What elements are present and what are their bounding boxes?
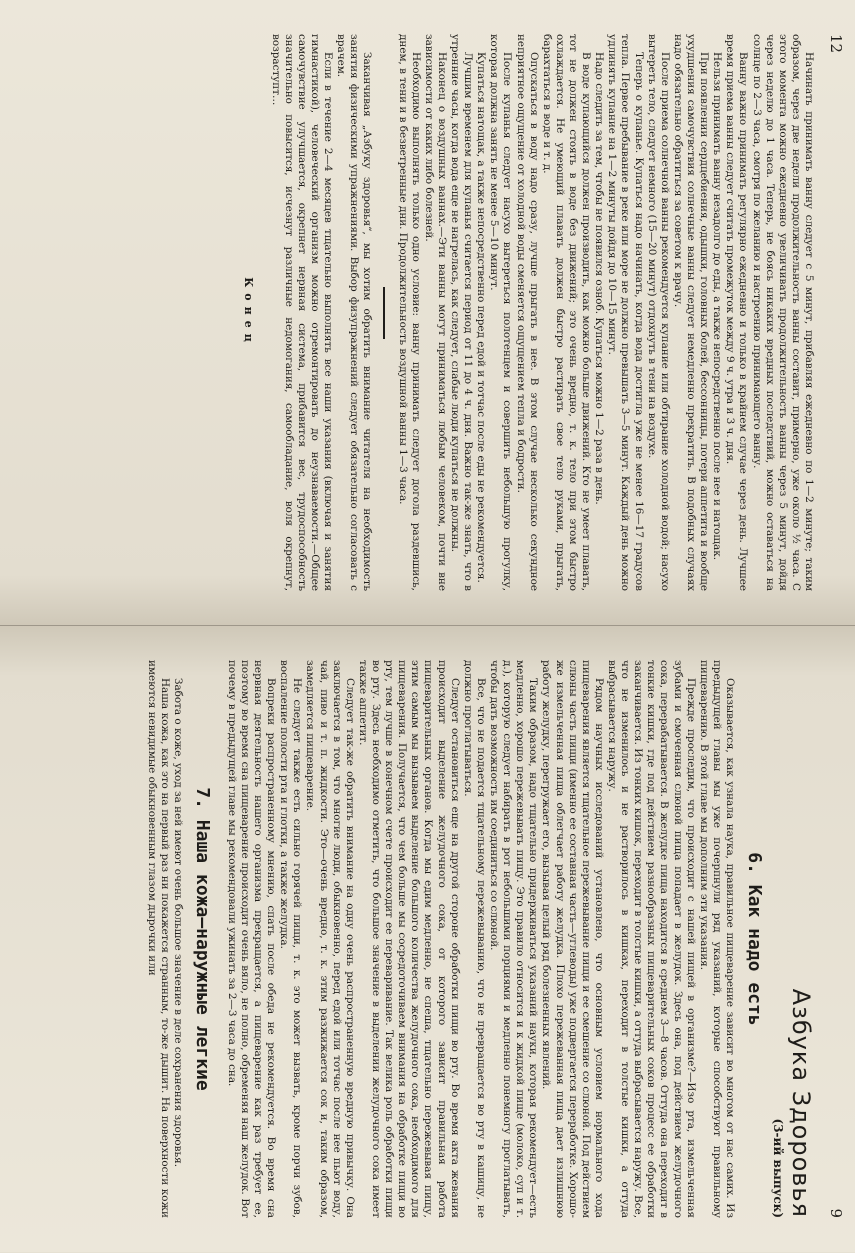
issue-label: (3-ий выпуск)	[771, 1118, 785, 1218]
paragraph: Если в течение 2—4 месяцев тщательно выполнять все наши указания (включая и занятия гимнастикой), человеческий организм можно отремонтировать до неузнаваемости.—Общее самочувствие улучшается, окрепнет нервная система, прибавится вес, трудоспособность значительно повысится, исчезнут различные недомогания, самообладание, воля окрепнут, возраступт…	[269, 34, 335, 591]
page-number: 9	[827, 1208, 845, 1218]
paragraph: Следует так-же обратить внимание на одну очень распространенную вредную привычку. Она заключается в том, что многие люди, обыкновенно, перед едой или тотчас после нее пьют воду, чай, пиво и т. п. жидкости. Это—очень вредно, т. к. этим разжижается сок и, таким образом, замедляется пищеварение.	[304, 660, 356, 1218]
paragraph: Все, что не подается тщательному пережевыванию, что не превращается во рту в кашицу, не должно проглатываться.	[461, 660, 487, 1218]
paragraph: При появлении сердцебиения, одышки, головных болей, бессонницы, потери аппетита и вообще ухудшения самочувствия солнечные ванны следует немедленно прекратить. В подобных случаях надо обязательно обратиться за советом к врачу.	[671, 34, 711, 591]
section-body	[225, 660, 736, 1218]
paragraph: Опускаться в воду надо сразу, лучше прыгать в нее. В этом случае несколько секундное неприятное ощущение от холодной воды сменяется ощущением тепла и бодрости.	[514, 34, 540, 591]
paragraph: Наконец о воздушных ваннах.—Эти ванны могут приниматься любым человеком, почти вне зависимости от каких либо болезней.	[422, 34, 448, 591]
paragraph: Надо следить за тем, чтобы не появился озноб. Купаться можно 1—2 раза в день.	[593, 52, 606, 505]
paragraph: Необходимо выполнять только одно условие: ванну принимать следует догола раздевшись, днем, в тени и в безветренные дни. Продолжительность воздушной ванны 1—3 часа.	[396, 34, 422, 591]
section-divider	[384, 287, 386, 339]
paragraph: Забота о коже, уход за ней имеют очень большое значение в деле сохранения здоровья.	[171, 678, 184, 1168]
magazine-title: Азбука Здоровья	[787, 988, 815, 1218]
paragraph: Начинать принимать ванну следует с 5 минут, прибавляя ежедневно по 1—2 минуте; таким образом, через две недели продолжительность ванны составит, примерно, уже около ½ часа. С этого момента можно ежедневно увеличивать продолжительность ванны через 5 минут, дойдя через неделю до 1 часа. Теперь, не боясь никаких вредных последствий, можно оставаться на солнце по 2—3 часа, смотря по желанию и настроению принимающего ванну.	[750, 34, 815, 591]
page-number: 12	[827, 34, 845, 54]
end-word: Конец	[241, 277, 255, 348]
section-heading: 6. Как надо есть	[744, 852, 765, 1026]
section-heading: 7. Наша кожа—наружные легкие	[191, 787, 213, 1091]
paragraph: Рядом научных исследований установлено, что основным условием нормального хода пищеварения является тщательное пережевывание пищи и ее смешение со слюной. Под действием слюны часть пищи (именно ее составная часть—углеводы) уже подвергается переработке. Хорошо-же измельченная пища облегчает работу желудка. Плохо пережеванная пища дает излишнюю работу желудку, перегружает его, вызывая целый ряд болезненных явлений.	[540, 660, 605, 1218]
paragraph: Заканчивая „Азбуку здоровья“, мы хотим обратить внимание читателя на необходимость занятия физическими упражнениями. Выбор физупражнений следует обязательно согласовать с врачем.	[335, 34, 374, 591]
paragraph: Таким образом, надо тщательно придерживаться указаний науки, которая рекомендует—есть медленно, хорошо пережевывать пищу. Это правило относится и к жидкой пище (молоко, суп и т. д.), которую следует набирать в рот небольшими порциями и медленно понемногу проглатывать, чтобы дать возможность им соединиться со слюной.	[488, 660, 540, 1218]
paragraph: Не следует также есть сильно горячей пищи, т. к. это может вызвать, кроме порчи зубов, воспаление полости рта и глотки, а также желудка.	[278, 660, 304, 1218]
section-body	[144, 660, 183, 1218]
paragraph: Купаться натощак, а также непосредственно перед едой и тотчас после еды не рекомендуется.	[475, 52, 488, 583]
paragraph: Прежде проследим, что происходит с нашей пищей в организме?—Изо рта, измельченная зубами и смоченная слюной пища попадает в желудок. Здесь она, под действием желудочного сока, перерабатывается. В желудке пища находится в среднем 3—8 часов. Оттуда она переходит в тонкие кишки, где под действием разнообразных пищеварительных соков процесс ее обработки заканчивается. Из тонких кишок, переходит в толстые кишки, а оттуда выбрасывается наружу. Все, что не изменилось и не растворилось в кишках, переходит в толстые кишки, а оттуда выбрасывается наружу.	[606, 660, 697, 1218]
paragraph: В воде купающийся должен производить, как можно больше движений. Кто не умеет плавать, тот не должен стоять в воде без движений; это очень вредно, т. к. тело при этом быстро охлаждается. Не умеющий плавать должен быстро растирать свое тело руками, прыгать, барахтаться в воде и т. д.	[540, 34, 593, 591]
paragraph: Следует остановиться еще на другой стороне обработки пищи во рту. Во время акта жевания происходит выделение желудочного сока, от которого зависит правильная работа пищеварительных органов. Когда мы едим медленно, не спеша, тщательно пережевывая пищу, этим самым мы вызываем выделение большого количества желудочного сока, необходимого для пищеварения. Получается, что чем больше мы сосредоточиваем внимания на обработке пищи во рту, тем лучше в конечном счете происходит ее переваривание. Так велика роль обработки пищи во рту. Здесь необходимо отметить, что большое значение в выделении желудочного сока имеет также аппетит.	[356, 660, 461, 1218]
left-page	[0, 0, 855, 626]
closing-section	[269, 34, 374, 591]
paragraph: Вопреки распространенному мнению, спать после обеда не рекомендуется. Во время сна нервная деятельность нашего организма прекращается, а пищеварение как раз требует ее, поэтому во время сна пищеварение происходит очень вяло, не полно, обременяя наш желудок. Вот почему в предыдущей главе мы рекомендовали ужинать за 2—3 часа до сна.	[225, 660, 278, 1218]
left-body	[396, 34, 816, 591]
paragraph: После приема солнечной ванны рекомендуется купание или обтирание холодной водой; насухо вытереть тело, следует немного (15—20 минут) отдохнуть в тени на воздухе.	[645, 34, 671, 591]
paragraph: Оказывается, как узнала наука, правильное пищеварение зависит во многом от нас самих. Из предыдущей главы мы уже почерпнули ряд указаний, которые способствуют правильному пищеварению. В этой главе мы дополним эти указания.	[697, 660, 736, 1218]
paragraph: После купанья следует насухо вытереться полотенцем и совершить небольшую прогулку, которая должна занять не менее 5—10 минут.	[488, 34, 514, 591]
paragraph: Лучшим временем для купанья считается период от 11 до 4 ч. дня. Важно так-же знать, что в утренние часы, когда вода еще не нагрелась, как следует, слабые люди купаться не должны.	[449, 34, 475, 591]
paragraph: Наша кожа, как это на первый раз ни покажется странным, то-же дышит. На поверхности кожи имеются невидимые обыкновенным глазом дырочки или	[145, 660, 171, 1218]
paragraph: Ванну важно принимать регулярно ежедневно и только в крайнем случае через день. Лучшее время приема ванны следует считать промежуток между 9 ч. утра и 3 ч. дня.	[724, 34, 750, 591]
paragraph: Теперь о купанье. Купаться надо начинать, когда вода достигла уже не менее 16—17 градусов тепла. Первое пребывание в реке или море не должно превышать 3—5 минут. Каждый день можно удлинять купание на 1—2 минуты дойдя до 10—15 минут.	[606, 34, 645, 591]
right-page	[0, 626, 855, 1252]
paragraph: Нельзя принимать ванну незадолго до еды, а также непосредственно после нее и натощак.	[711, 52, 724, 560]
